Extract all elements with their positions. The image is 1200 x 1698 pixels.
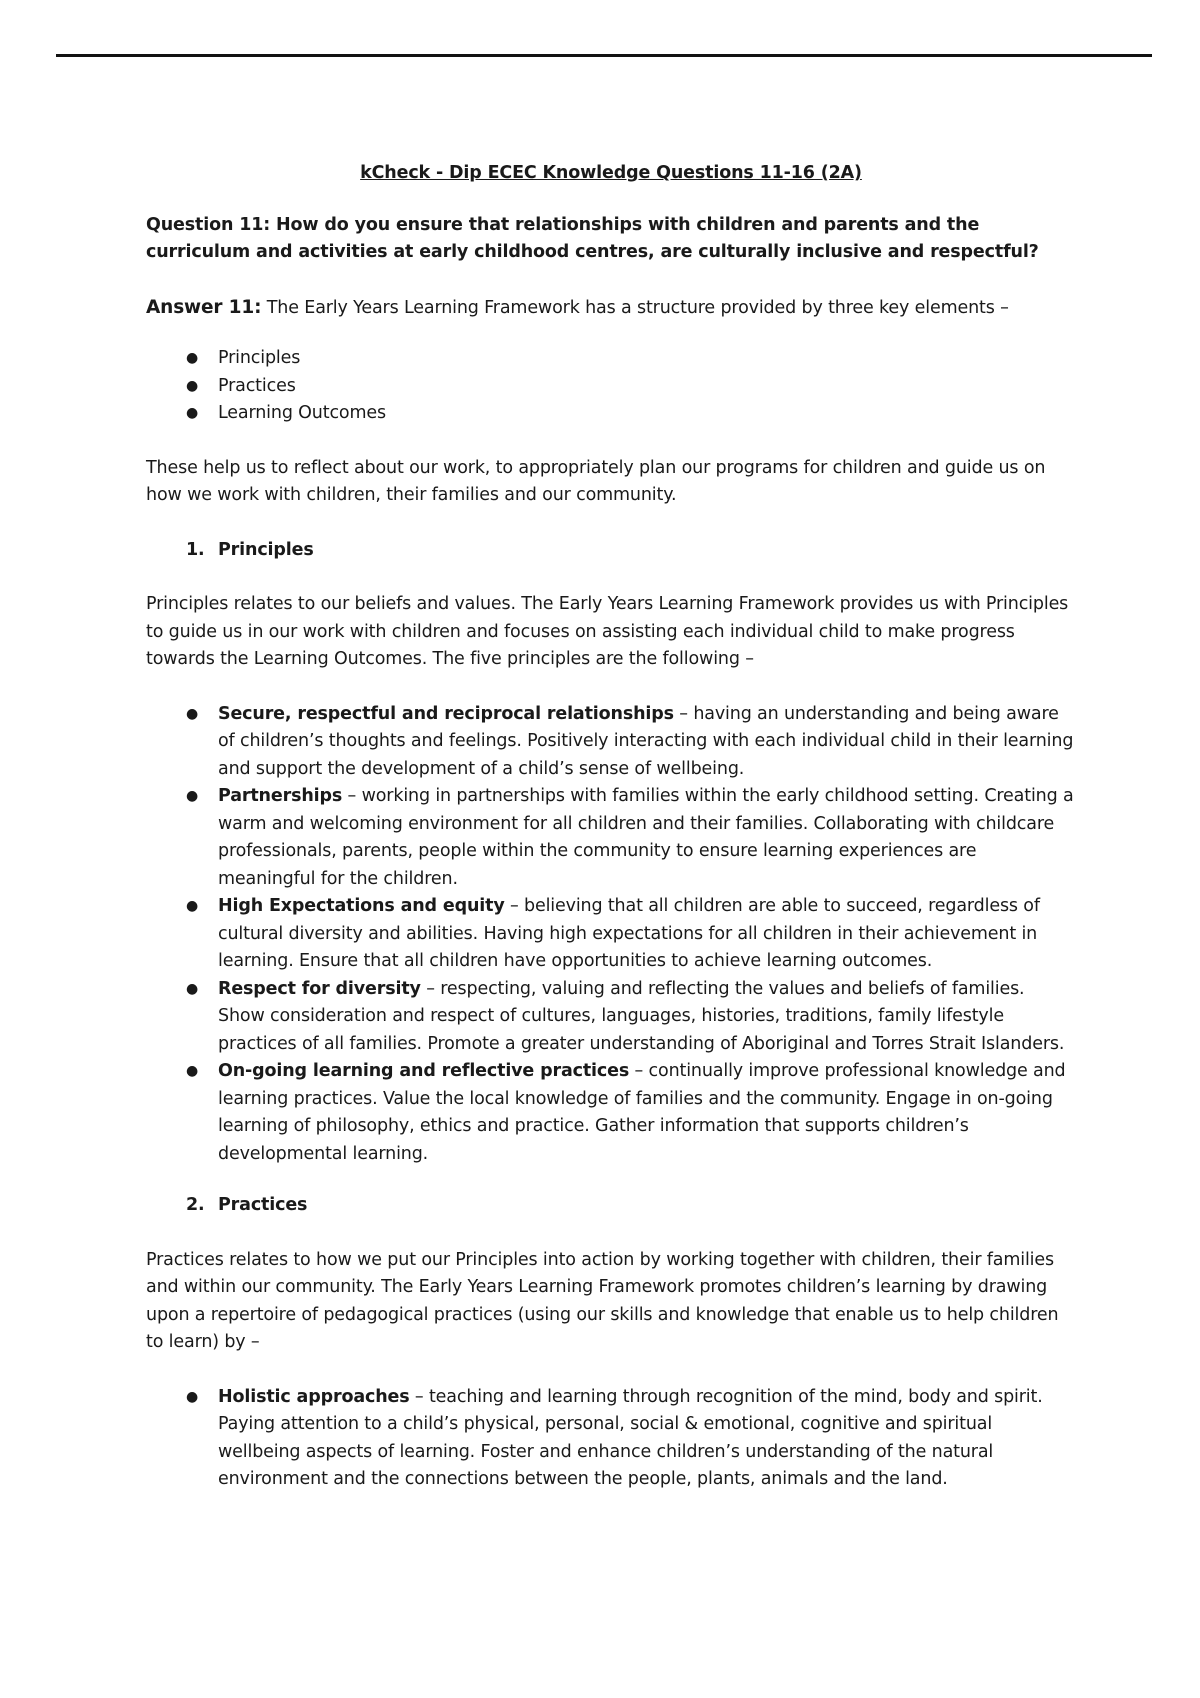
bullet-icon: ●	[186, 898, 199, 914]
header-rule	[56, 54, 1152, 57]
question-11: Question 11: How do you ensure that relationships with children and parents and the curriculum and activities at early childhood centres, are culturally inclusive and respectful?	[146, 214, 1039, 262]
intro-paragraph: These help us to reflect about our work, to appropriately plan our programs for children and guide us on how we work with children, their families and our community.	[146, 457, 1046, 505]
list-item: ● Principles	[186, 345, 1076, 373]
list-item: ● High Expectations and equity – believing that all children are able to succeed, regardless of cultural diversity and abilities. Having high expectations for all children in their achievement in learning. Ensure that all children have opportunities to achieve learning outcomes.	[186, 893, 1076, 976]
document-body	[146, 160, 1076, 1518]
section-heading-principles: 1. Principles	[186, 539, 314, 560]
practices-list	[186, 1384, 1076, 1494]
bullet-icon: ●	[186, 705, 199, 722]
bullet-icon: ●	[186, 350, 199, 366]
list-item: ● Learning Outcomes	[186, 400, 1076, 428]
list-item: ● Holistic approaches – teaching and learning through recognition of the mind, body and spirit. Paying attention to a child’s physical, personal, social & emotional, cognitive and spiritual wellbeing aspects of learning. Foster and enhance children’s understanding of the natural environment and the connections between the people, plants, animals and the land.	[186, 1384, 1076, 1494]
answer-11	[146, 294, 1076, 323]
document-title: kCheck - Dip ECEC Knowledge Questions 11-16 (2A)	[360, 163, 862, 183]
list-item: ● On-going learning and reflective practices – continually improve professional knowledge and learning practices. Value the local knowledge of families and the community. Engage in on-going learning of philosophy, ethics and practice. Gather information that supports children’s developmental learning.	[186, 1058, 1076, 1168]
bullet-icon: ●	[186, 1388, 199, 1405]
principles-paragraph: Principles relates to our beliefs and values. The Early Years Learning Framework provides us with Principles to guide us in our work with children and focuses on assisting each individual child to make progress towards the Learning Outcomes. The five principles are the following –	[146, 594, 1069, 669]
bullet-icon: ●	[186, 788, 199, 804]
list-item: ● Practices	[186, 373, 1076, 401]
list-item: ● Respect for diversity – respecting, valuing and reflecting the values and beliefs of families. Show consideration and respect of cultures, languages, histories, traditions, family lifestyle practices of all families. Promote a greater understanding of Aboriginal and Torres Strait Islanders.	[186, 976, 1076, 1059]
answer-label: Answer 11:	[146, 296, 262, 318]
list-item: ● Secure, respectful and reciprocal relationships – having an understanding and being aware of children’s thoughts and feelings. Positively interacting with each individual child in their learning and support the development of a child’s sense of wellbeing.	[186, 701, 1076, 784]
bullet-icon: ●	[186, 1063, 199, 1079]
key-elements-list	[186, 345, 1076, 428]
bullet-icon: ●	[186, 405, 199, 421]
bullet-icon: ●	[186, 377, 199, 394]
section-heading-practices: 2. Practices	[186, 1195, 308, 1215]
principles-list	[186, 701, 1076, 1169]
practices-paragraph: Practices relates to how we put our Principles into action by working together with children, their families and within our community. The Early Years Learning Framework promotes children’s learning by drawing upon a repertoire of pedagogical practices (using our skills and knowledge that enable us to help children to learn) by –	[146, 1249, 1059, 1352]
list-item: ● Partnerships – working in partnerships with families within the early childhood setting. Creating a warm and welcoming environment for all children and their families. Collaborating with childcare professionals, parents, people within the community to ensure learning experiences are meaningful for the children.	[186, 783, 1076, 893]
answer-text: The Early Years Learning Framework has a structure provided by three key elements –	[261, 297, 1009, 318]
bullet-icon: ●	[186, 980, 199, 997]
